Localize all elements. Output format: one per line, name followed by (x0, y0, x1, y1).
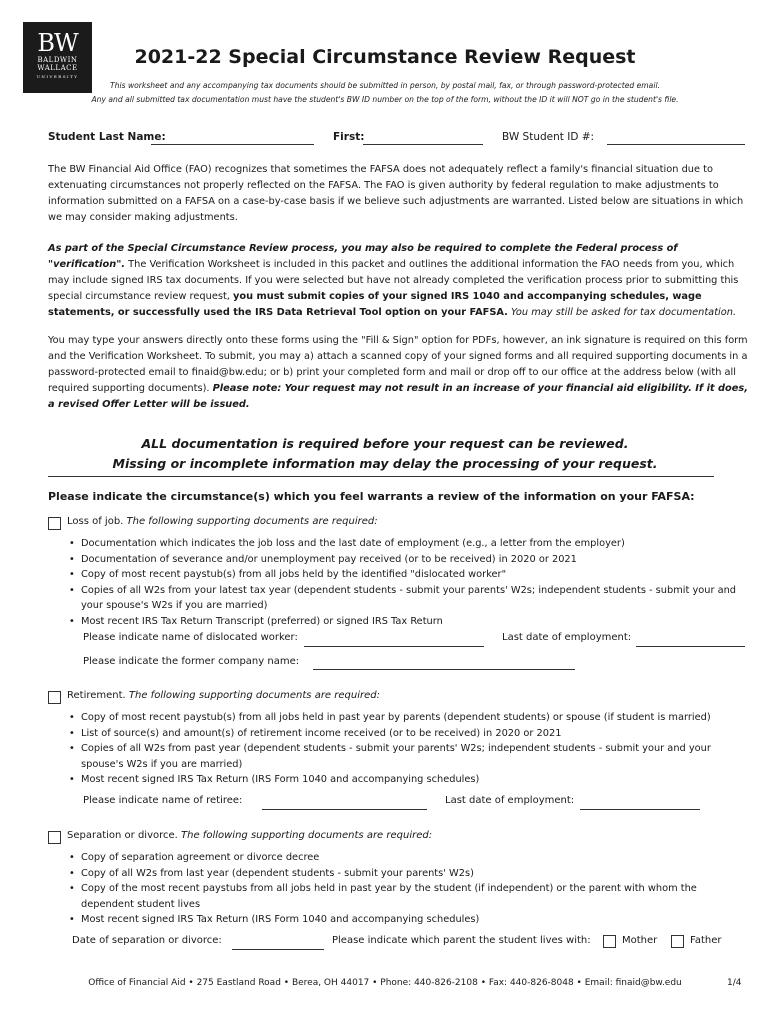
former-company-field[interactable] (313, 669, 575, 670)
tax-docs-note: You may still be asked for tax documentation. (507, 307, 737, 318)
list-item: • Documentation of severance and/or unemployment pay received (or to be received) in 2020 or 2021 (67, 552, 747, 568)
student-id-label: BW Student ID #: (502, 131, 595, 143)
retirement-last-date-label: Last date of employment: (445, 795, 575, 806)
submission-paragraph (48, 333, 748, 413)
separation-checkbox[interactable] (48, 831, 61, 844)
job-loss-label: Loss of job. The following supporting documents are required: (67, 516, 378, 527)
list-item: • Copy of the most recent paystubs from all jobs held in past year by the student (if independent) or the parent with whom the dependent student lives (67, 881, 747, 912)
retiree-name-label: Please indicate name of retiree: (83, 795, 243, 806)
tax-docs-requirement: you must submit copies of your signed IRS 1040 and accompanying schedules, wage statements, or successfully used the IRS Data Retrieval Tool option on your FAFSA. (48, 291, 702, 318)
first-name-label: First: (333, 131, 365, 143)
processing-notice: Missing or incomplete information may delay the processing of your request. (112, 456, 658, 471)
eligibility-note: Please note: Your request may not result in an increase of your financial aid eligibility. If it does, a revised Offer Letter will be issued. (48, 383, 748, 410)
student-id-field[interactable] (607, 144, 745, 145)
separation-label: Separation or divorce. The following supporting documents are required: (67, 830, 433, 841)
retirement-last-date-field[interactable] (580, 809, 700, 810)
parent-lives-with-label: Please indicate which parent the student lives with: (332, 935, 591, 946)
job-loss-checkbox[interactable] (48, 517, 61, 530)
father-checkbox[interactable] (671, 935, 684, 948)
submission-note: This worksheet and any accompanying tax documents should be submitted in person, by postal mail, fax, or through password-protected email. (110, 81, 660, 90)
last-name-field[interactable] (151, 144, 314, 145)
logo-mark: BW (37, 29, 78, 57)
logo-line-university: UNIVERSITY (36, 74, 79, 79)
job-loss-last-date-label: Last date of employment: (502, 632, 632, 643)
retirement-requirements (67, 710, 747, 788)
last-name-label: Student Last Name: (48, 131, 166, 143)
verification-emphasis: As part of the Special Circumstance Review process, you may also be required to complete the Federal process of "verification". (48, 243, 678, 270)
page-title: 2021-22 Special Circumstance Review Request (134, 46, 636, 68)
list-item: • Most recent signed IRS Tax Return (IRS Form 1040 and accompanying schedules) (67, 912, 747, 928)
id-requirement-note: Any and all submitted tax documentation must have the student's BW ID number on the top of the form, without the ID it will NOT go in the student's file. (91, 95, 679, 104)
job-loss-last-date-field[interactable] (636, 646, 745, 647)
former-company-label: Please indicate the former company name: (83, 656, 300, 667)
logo-line-baldwin: BALDWIN (37, 56, 78, 64)
job-loss-requirements (67, 536, 747, 629)
intro-paragraph: The BW Financial Aid Office (FAO) recognizes that sometimes the FAFSA does not adequately reflect a family's financial situation due to extenuating circumstances not properly reflected on the FAFSA. The FAO is given authority by federal regulation to make adjustments to information submitted on a FAFSA on a case-by-case basis if we believe such adjustments are warranted. Listed below are situations in which we may consider making adjustments. (48, 164, 744, 223)
list-item: • Documentation which indicates the job loss and the last date of employment (e.g., a letter from the employer) (67, 536, 747, 552)
dislocated-worker-field[interactable] (304, 646, 484, 647)
page-number: 1/4 (727, 978, 742, 988)
mother-label: Mother (622, 935, 658, 946)
separation-date-label: Date of separation or divorce: (72, 935, 222, 946)
divider (48, 476, 714, 477)
separation-requirements (67, 850, 747, 928)
list-item: • Copy of most recent paystub(s) from all jobs held by the identified "dislocated worker" (67, 567, 747, 583)
list-item: • Most recent signed IRS Tax Return (IRS Form 1040 and accompanying schedules) (67, 772, 747, 788)
logo-line-wallace: WALLACE (37, 64, 78, 72)
circumstance-prompt: Please indicate the circumstance(s) which you feel warrants a review of the information on your FAFSA: (48, 490, 695, 503)
list-item: • List of source(s) and amount(s) of retirement income received (or to be received) in 2020 or 2021 (67, 726, 747, 742)
retirement-label: Retirement. The following supporting documents are required: (67, 690, 380, 701)
retirement-checkbox[interactable] (48, 691, 61, 704)
list-item: • Copies of all W2s from your latest tax year (dependent students - submit your parents' W2s; independent students - submit your and your spouse's W2s if you are married) (67, 583, 747, 614)
documentation-notice: ALL documentation is required before your request can be reviewed. (141, 436, 629, 451)
office-contact-footer: Office of Financial Aid • 275 Eastland Road • Berea, OH 44017 • Phone: 440-826-2108 • Fax: 440-826-8048 • Email: finaid@bw.edu (88, 978, 682, 988)
submission-text: You may type your answers directly onto these forms using the "Fill & Sign" option for PDFs, however, an ink signature is required on this form and the Verification Worksheet. To submit, you may a) attach a scanned copy of your signed forms and all required supporting documents in a password-protected email to finaid@bw.edu; or b) print your completed form and mail or drop off to our office at the address below (with all required supporting documents). (48, 335, 748, 394)
father-label: Father (690, 935, 722, 946)
list-item: • Copy of separation agreement or divorce decree (67, 850, 747, 866)
mother-checkbox[interactable] (603, 935, 616, 948)
list-item: • Most recent IRS Tax Return Transcript (preferred) or signed IRS Tax Return (67, 614, 747, 630)
list-item: • Copies of all W2s from past year (dependent students - submit your parents' W2s; independent students - submit your and your spouse's W2s if you are married) (67, 741, 747, 772)
list-item: • Copy of all W2s from last year (dependent students - submit your parents' W2s) (67, 866, 747, 882)
verification-text: The Verification Worksheet is included in this packet and outlines the additional information the FAO needs from you, which may include signed IRS tax documents. If you were selected but have not already completed the verification process prior to submitting this special circumstance review request, (48, 259, 739, 302)
dislocated-worker-label: Please indicate name of dislocated worker: (83, 632, 298, 643)
list-item: • Copy of most recent paystub(s) from all jobs held in past year by parents (dependent students) or spouse (if student is married) (67, 710, 747, 726)
separation-date-field[interactable] (232, 949, 324, 950)
verification-paragraph (48, 241, 748, 321)
retiree-name-field[interactable] (262, 809, 427, 810)
first-name-field[interactable] (363, 144, 483, 145)
